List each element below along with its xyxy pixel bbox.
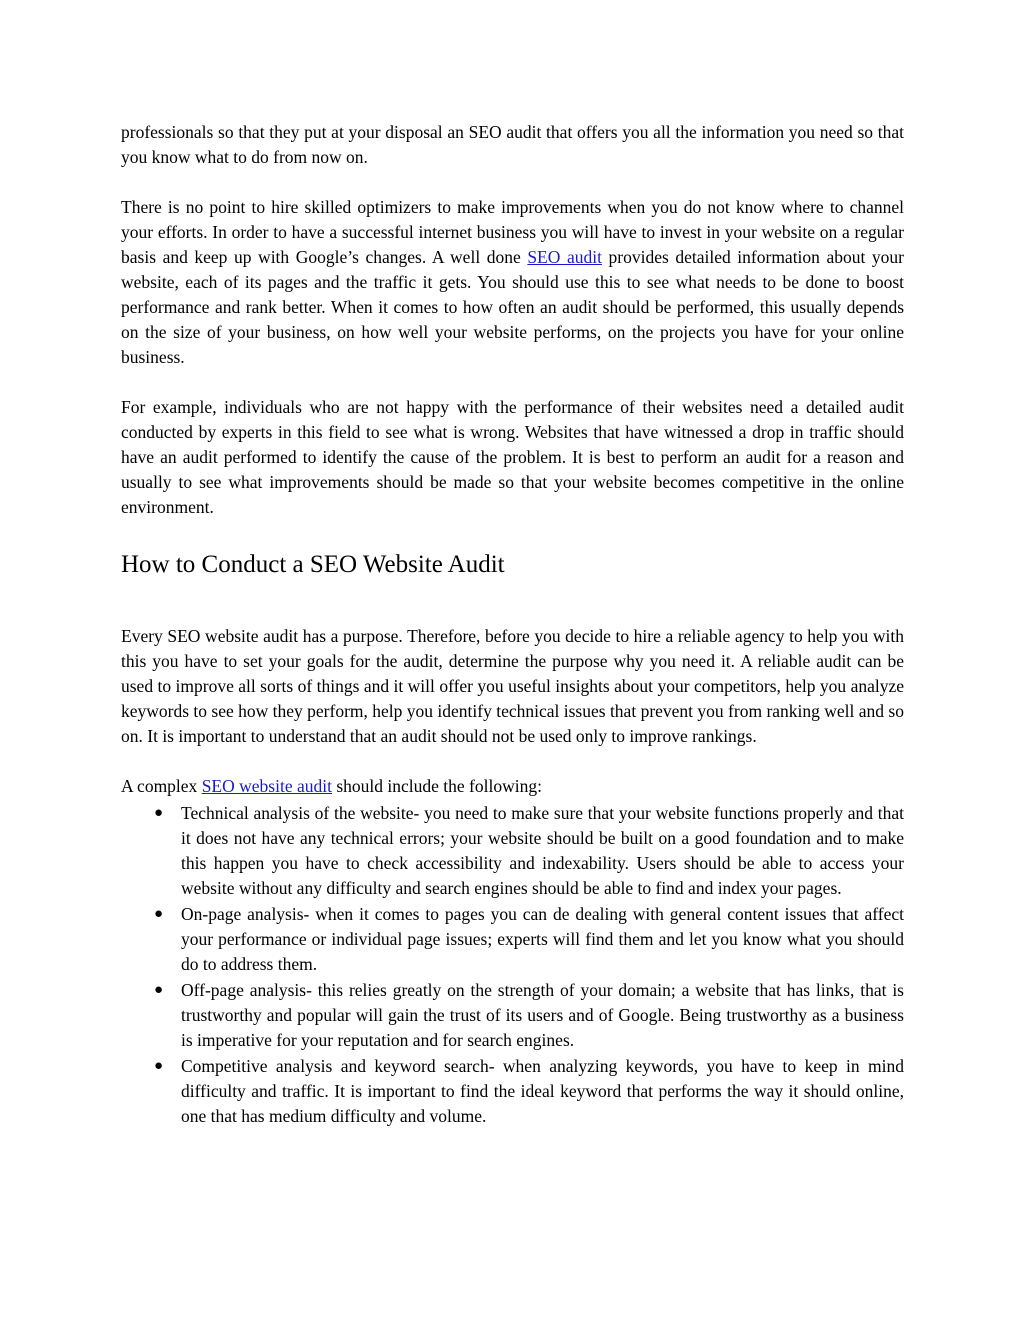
paragraph-skilled-optimizers (121, 195, 904, 370)
seo-audit-link[interactable]: SEO audit (527, 247, 602, 267)
list-item (154, 978, 904, 1053)
bullet-icon: ● (154, 805, 164, 821)
list-intro-text: should include the following: (331, 776, 542, 796)
list-intro-text: A complex (121, 776, 202, 796)
audit-items-list (121, 801, 904, 1129)
list-item (154, 1054, 904, 1129)
paragraph-purpose: Every SEO website audit has a purpose. Therefore, before you decide to hire a reliable agency to help you with this you have to set your goals for the audit, determine the purpose why you need it. A reliable audit can be used to improve all sorts of things and it will offer you useful insights about your competitors, help you analyze keywords to see how they perform, help you identify technical issues that prevent you from ranking well and so on. It is important to understand that an audit should not be used only to improve rankings. (121, 626, 904, 746)
list-item-text: Off-page analysis- this relies greatly on the strength of your domain; a website that has links, that is trustworthy and popular will gain the trust of its users and of Google. Being trustworthy as a business is imperative for your reputation and for search engines. (181, 980, 904, 1050)
seo-website-audit-link[interactable]: SEO website audit (201, 776, 332, 796)
list-item (154, 902, 904, 977)
list-item-text: On-page analysis- when it comes to pages you can de dealing with general content issues that affect your performance or individual page issues; experts will find them and let you know what you should do to address them. (181, 904, 904, 974)
list-item-text: Competitive analysis and keyword search- when analyzing keywords, you have to keep in mind difficulty and traffic. It is important to find the ideal keyword that performs the way it should online, one that has medium difficulty and volume. (181, 1056, 904, 1126)
list-item (154, 801, 904, 901)
list-item-text: Technical analysis of the website- you need to make sure that your website functions properly and that it does not have any technical errors; your website should be built on a good foundation and to make this happen you have to check accessibility and indexability. Users should be able to access your website without any difficulty and search engines should be able to find and index your pages. (181, 803, 904, 898)
paragraph-example: For example, individuals who are not happy with the performance of their websites need a detailed audit conducted by experts in this field to see what is wrong. Websites that have witnessed a drop in traffic should have an audit performed to identify the cause of the problem. It is best to perform an audit for a reason and usually to see what improvements should be made so that your website becomes competitive in the online environment. (121, 397, 904, 517)
paragraph-intro: professionals so that they put at your disposal an SEO audit that offers you all the information you need so that you know what to do from now on. (121, 122, 904, 167)
document-page (121, 120, 904, 1130)
bullet-icon: ● (154, 982, 164, 998)
list-intro (121, 774, 904, 799)
bullet-icon: ● (154, 1058, 164, 1074)
paragraph-text: provides detailed information about your website, each of its pages and the traffic it gets. You should use this to see what needs to be done to boost performance and rank better. When it comes to how often an audit should be performed, this usually depends on the size of your business, on how well your website performs, on the projects you have for your online business. (121, 247, 904, 367)
section-heading: How to Conduct a SEO Website Audit (121, 551, 505, 578)
paragraph-text: There is no point to hire skilled optimizers to make improvements when you do not know where to channel your efforts. In order to have a successful internet business you will have to invest in your website on a regular basis and keep up with Google’s changes. A well done (121, 197, 904, 267)
bullet-icon: ● (154, 906, 164, 922)
